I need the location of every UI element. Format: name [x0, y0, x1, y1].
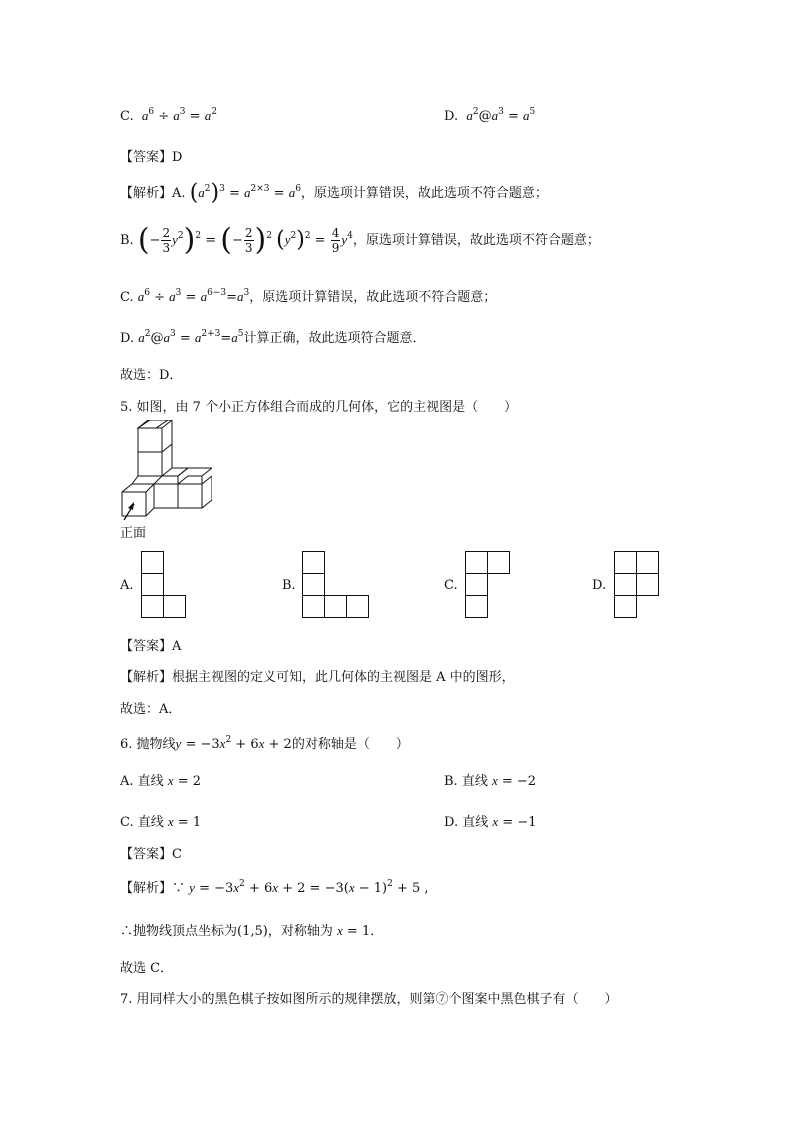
q5-option-d-label: D.: [592, 578, 607, 593]
cube-figure: [112, 420, 212, 524]
option-label: D.: [444, 109, 459, 124]
q4-option-d: D. $a^2@a^3 = a^5$: [444, 107, 536, 124]
q6-option-a: A. 直线 x = 2: [120, 773, 202, 789]
q4-conclusion: 故选：D．: [120, 368, 183, 383]
q7-stem: 7. 用同样大小的黑色棋子按如图所示的规律摆放，则第⑦个图案中黑色棋子有（ ）: [120, 992, 618, 1007]
q5-answer: 【答案】A: [120, 639, 182, 654]
q5-option-b-label: B.: [282, 578, 296, 593]
q6-option-c: C. 直线 x = 1: [120, 814, 202, 830]
q4-answer: 【答案】D: [120, 150, 183, 165]
q4-analysis-c: C. $a^6 \div a^3 = a^{6-3}=a^3$，原选项计算错误，故此选项不符合题意；: [120, 288, 497, 305]
q6-answer: 【答案】C: [120, 847, 182, 862]
q5-option-c-label: C.: [444, 578, 458, 593]
front-label: 正面: [120, 526, 147, 541]
q6-analysis: 【解析】∵ $y = -3x^2 + 6x + 2 = -3(x - 1)^2 + 5$ ,: [120, 879, 429, 896]
q6-option-b: B. 直线 x = −2: [444, 773, 537, 789]
q4-analysis-d: D. $a^2@a^3 = a^{2+3}=a^5$计算正确，故此选项符合题意．: [120, 329, 426, 346]
q6-vertex: ∴抛物线顶点坐标为(1,5)，对称轴为 x = 1．: [120, 923, 384, 939]
option-label: C.: [120, 109, 134, 124]
q5-analysis: 【解析】根据主视图的定义可知，此几何体的主视图是 A 中的图形，: [120, 670, 515, 685]
q5-option-a-label: A.: [120, 578, 134, 593]
q6-option-d: D. 直线 x = −1: [444, 814, 537, 830]
q4-analysis-a: 【解析】A. $(a^2)^3 = a^{2\times 3} = a^6$，原选项计算错误，故此选项不符合题意；: [120, 180, 548, 206]
q6-stem: 6. 抛物线$y = -3x^2 + 6x + 2$的对称轴是（ ）: [120, 735, 409, 752]
q5-conclusion: 故选：A．: [120, 702, 182, 717]
q6-conclusion: 故选 C．: [120, 961, 174, 976]
q5-stem: 5. 如图，由 7 个小正方体组合而成的几何体，它的主视图是（ ）: [120, 400, 518, 415]
q4-analysis-b: B. (− $\frac{2}{3}$ $y^2)^2$ = (− $\frac{2}{3}$ )$^2$ $(y^2)^2$ = $\frac{4}{9}$ $y^4$，原选项计算错误，故此选项不符合题意；: [120, 222, 600, 258]
q4-option-c: C. $a^6 \div a^3 = a^2$: [120, 107, 217, 124]
